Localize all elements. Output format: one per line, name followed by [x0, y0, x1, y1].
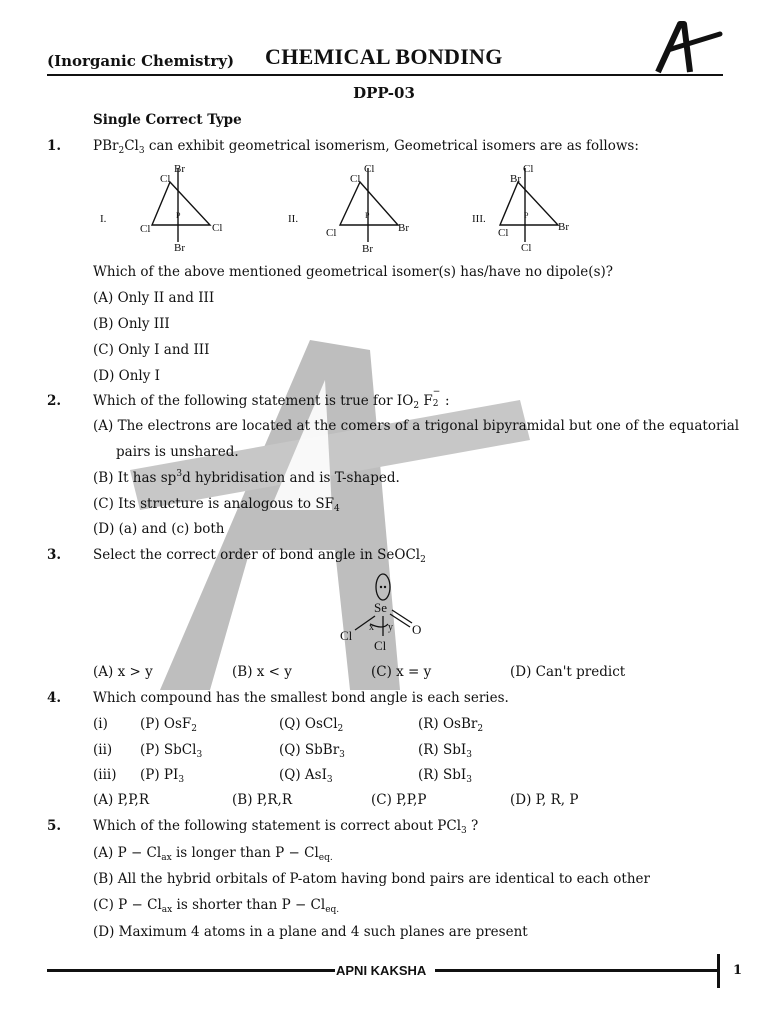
footer-rule	[47, 969, 335, 972]
svg-text:Cl: Cl	[340, 628, 353, 643]
svg-text:P: P	[524, 211, 529, 220]
question-stem: Which of the following statement is true for $IO_2$ F − 2 :	[93, 387, 450, 411]
option-b: (B) Only III	[93, 316, 170, 332]
footer-brand: APNI KAKSHA	[336, 963, 427, 978]
svg-text:Cl: Cl	[326, 227, 337, 239]
isomer-diagrams	[100, 160, 620, 259]
option-a: (A) Only II and III	[93, 290, 215, 306]
svg-text:Br: Br	[174, 242, 185, 254]
question-followup: Which of the above mentioned geometrical isomer(s) has/have no dipole(s)?	[93, 264, 614, 280]
option-c: (C) Its structure is analogous to $SF_4$	[93, 496, 340, 514]
series-label: (i)	[93, 716, 108, 732]
option-d: (D) P, R, P	[510, 792, 579, 808]
option-a: (A) $P - Cl_{ax}$ is longer than $P - Cl_{eq.}$	[93, 845, 333, 863]
option-c: (C) P,P,P	[371, 792, 427, 808]
series-option-r: (R) OsBr$_2$	[418, 716, 484, 734]
option-c: (C) Only I and III	[93, 342, 210, 358]
svg-text:Cl: Cl	[374, 638, 387, 653]
svg-text:Br: Br	[510, 173, 521, 185]
svg-text:Cl: Cl	[212, 222, 223, 234]
question-number: 5.	[47, 818, 62, 834]
option-a: (A) P,P,R	[93, 792, 150, 808]
svg-text:Cl: Cl	[364, 163, 375, 175]
isomers-figure	[100, 160, 620, 255]
question-number: 4.	[47, 690, 62, 706]
svg-text:y: y	[388, 622, 393, 633]
svg-text:Br: Br	[558, 221, 569, 233]
svg-text:Cl: Cl	[350, 173, 361, 185]
footer-rule	[435, 969, 719, 972]
option-a-continued: pairs is unshared.	[116, 444, 239, 460]
option-b: (B) It has $sp^3d$ hybridisation and is T-shaped.	[93, 469, 400, 486]
header-rule	[47, 74, 723, 76]
series-label: (ii)	[93, 742, 113, 758]
option-d: (D) (a) and (c) both	[93, 521, 225, 537]
series-option-r: (R) SbI$_3$	[418, 767, 472, 785]
svg-text:Br: Br	[398, 222, 409, 234]
isomer-label-2: II.	[288, 213, 299, 225]
series-option-q: (Q) AsI$_3$	[279, 767, 333, 785]
series-option-r: (R) SbI$_3$	[418, 742, 472, 760]
svg-text:P: P	[365, 211, 370, 220]
page-title: CHEMICAL BONDING	[265, 44, 503, 69]
series-option-p: (P) $PI_3$	[140, 767, 185, 785]
svg-text:x: x	[369, 622, 374, 633]
svg-text:O: O	[412, 622, 422, 637]
option-b: (B) All the hybrid orbitals of P-atom having bond pairs are identical to each other	[93, 871, 650, 887]
series-option-q: (Q) OsCl$_2$	[279, 716, 344, 734]
svg-text:Cl: Cl	[521, 242, 532, 254]
question-stem: $PBr_2Cl_3$ can exhibit geometrical isomerism, Geometrical isomers are as follows:	[93, 138, 639, 156]
section-title: Single Correct Type	[93, 112, 242, 128]
option-c: (C) $P - Cl_{ax}$ is shorter than $P - Cl_{eq.}$	[93, 897, 340, 915]
question-stem: Which of the following statement is correct about PCl$_3$ ?	[93, 818, 479, 836]
svg-text:Cl: Cl	[498, 227, 509, 239]
series-option-p: (P) OsF$_2$	[140, 716, 198, 734]
option-b: (B) x < y	[232, 664, 292, 680]
svg-text:Se: Se	[374, 600, 387, 615]
option-d: (D) Can't predict	[510, 664, 626, 680]
seocl2-structure	[330, 570, 440, 655]
option-b: (B) P,R,R	[232, 792, 293, 808]
isomer-label-1: I.	[100, 213, 107, 225]
brand-logo	[650, 20, 725, 76]
option-d: (D) Only I	[93, 368, 160, 384]
dpp-number: DPP-03	[353, 84, 415, 102]
option-a: (A) x > y	[93, 664, 153, 680]
footer-divider	[717, 954, 720, 988]
svg-text:Cl: Cl	[140, 223, 151, 235]
series-option-q: (Q) SbBr$_3$	[279, 742, 345, 760]
svg-text:Cl: Cl	[523, 163, 534, 175]
svg-text:Br: Br	[362, 243, 373, 255]
question-number: 1.	[47, 138, 62, 154]
question-number: 2.	[47, 393, 62, 409]
question-stem: Select the correct order of bond angle in SeOCl$_2$	[93, 547, 426, 565]
series-option-p: (P) SbCl$_3$	[140, 742, 203, 760]
svg-text:P: P	[176, 211, 181, 220]
question-stem: Which compound has the smallest bond angle is each series.	[93, 690, 509, 706]
option-d: (D) Maximum 4 atoms in a plane and 4 such planes are present	[93, 924, 528, 940]
option-c: (C) x = y	[371, 664, 432, 680]
series-label: (iii)	[93, 767, 117, 783]
isomer-label-3: III.	[472, 213, 486, 225]
option-a: (A) The electrons are located at the comers of a trigonal bipyramidal but one of the equatorial	[93, 418, 740, 434]
question-number: 3.	[47, 547, 62, 563]
page-number: 1	[733, 963, 743, 978]
svg-text:Cl: Cl	[160, 173, 171, 185]
svg-text:Br: Br	[174, 163, 185, 175]
subject-label: (Inorganic Chemistry)	[47, 52, 235, 70]
